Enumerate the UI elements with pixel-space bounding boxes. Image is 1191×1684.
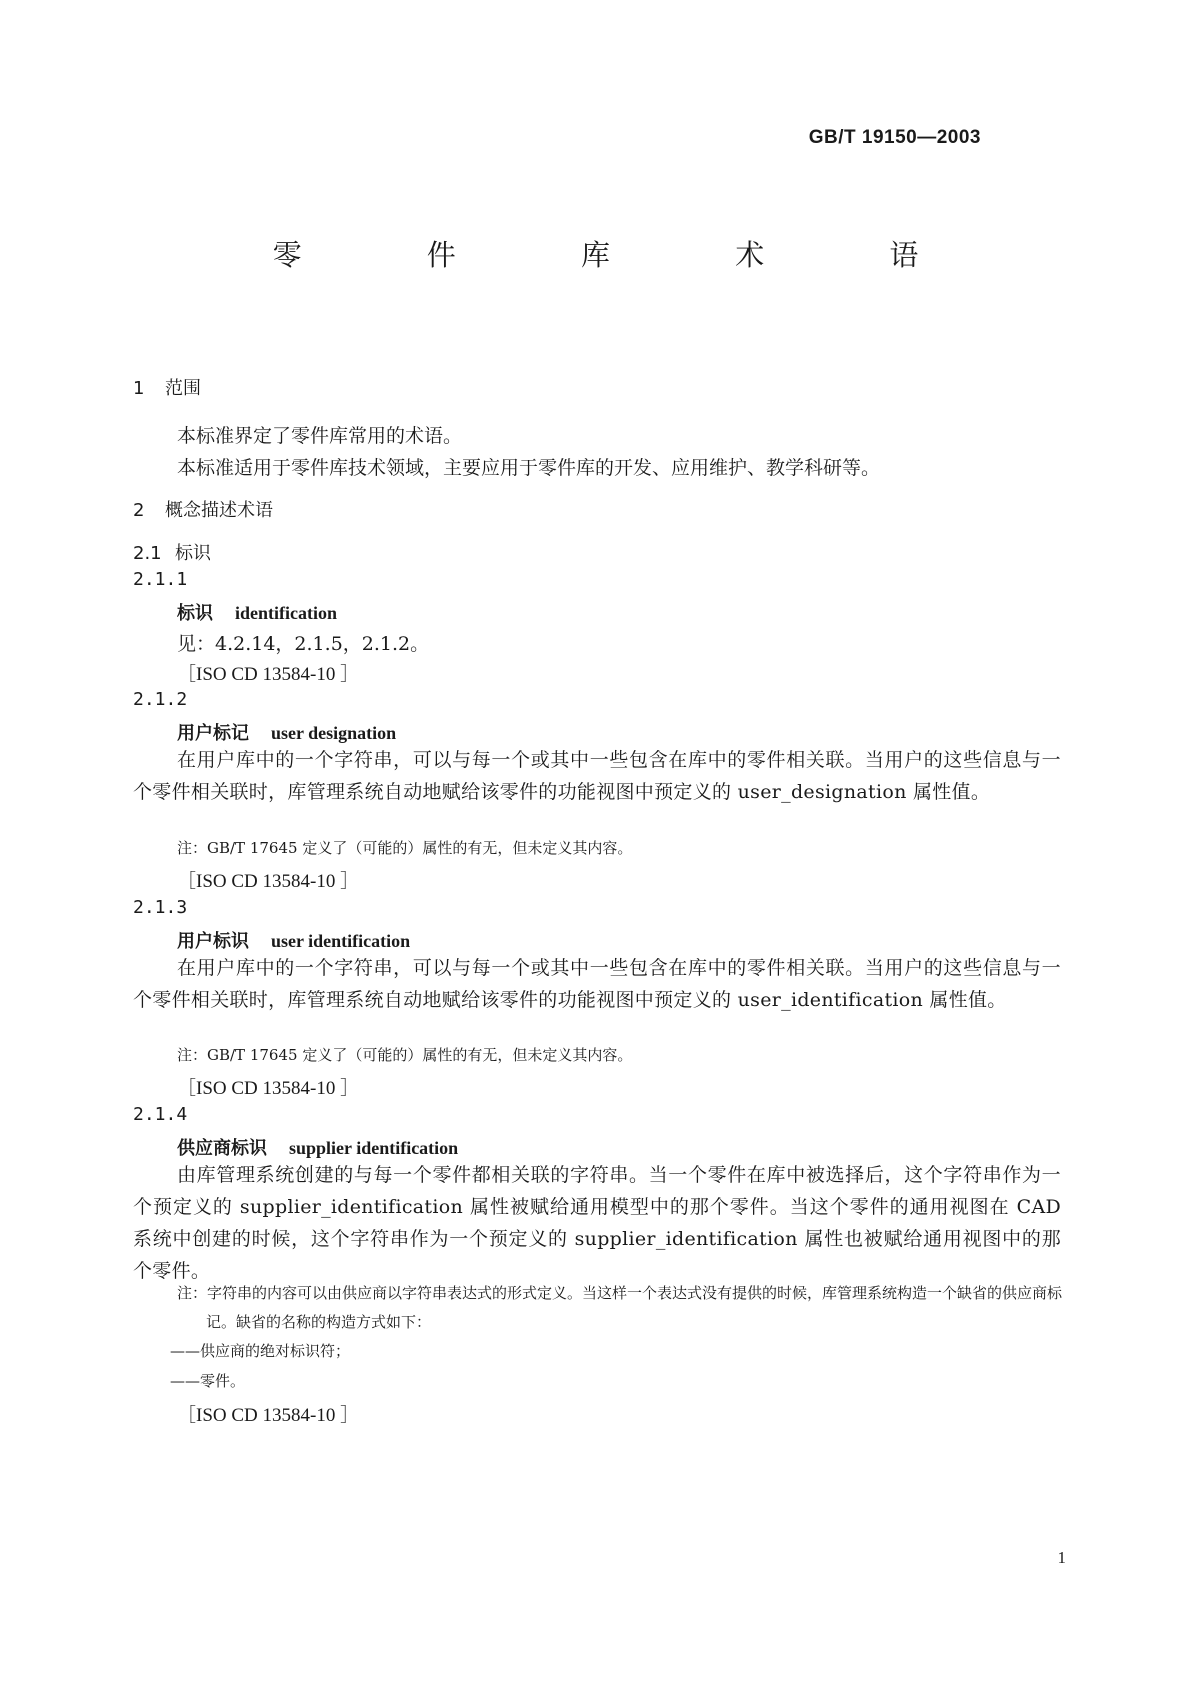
term-en: supplier identification bbox=[289, 1138, 459, 1158]
subsection-2-1-heading bbox=[133, 539, 211, 565]
term-number-2-1-3: 2.1.3 bbox=[133, 897, 188, 918]
term-2-1-4 bbox=[177, 1134, 458, 1160]
term-2-1-2-note: 注：GB/T 17645 定义了（可能的）属性的有无，但未定义其内容。 bbox=[177, 839, 633, 857]
term-number-2-1-1: 2.1.1 bbox=[133, 569, 188, 590]
term-2-1-2-definition: 在用户库中的一个字符串，可以与每一个或其中一些包含在库中的零件相关联。当用户的这些信息与一个零件相关联时，库管理系统自动地赋给该零件的功能视图中预定义的 user_designation 属性值。 bbox=[133, 749, 1061, 803]
page-number: 1 bbox=[1057, 1548, 1066, 1567]
subsection-label: 标识 bbox=[175, 543, 211, 564]
section-number: 2 bbox=[133, 500, 145, 521]
term-zh: 供应商标识 bbox=[177, 1138, 267, 1159]
term-2-1-3-definition: 在用户库中的一个字符串，可以与每一个或其中一些包含在库中的零件相关联。当用户的这些信息与一个零件相关联时，库管理系统自动地赋给该零件的功能视图中预定义的 user_identification 属性值。 bbox=[133, 957, 1061, 1011]
term-2-1-3-note: 注：GB/T 17645 定义了（可能的）属性的有无，但未定义其内容。 bbox=[177, 1046, 633, 1064]
term-2-1-2-reference: ［ISO CD 13584-10 ］ bbox=[177, 871, 360, 892]
term-2-1-1 bbox=[177, 599, 337, 625]
term-2-1-4-reference: ［ISO CD 13584-10 ］ bbox=[177, 1405, 360, 1426]
term-2-1-4-note: 注：字符串的内容可以由供应商以字符串表达式的形式定义。当这样一个表达式没有提供的时候，库管理系统构造一个缺省的供应商标记。缺省的名称的构造方式如下： bbox=[177, 1284, 1063, 1331]
standard-code: GB/T 19150—2003 bbox=[808, 127, 981, 148]
subsection-number: 2.1 bbox=[133, 543, 162, 564]
page-title: 零 件 库 术 语 bbox=[272, 238, 977, 272]
term-2-1-3-reference: ［ISO CD 13584-10 ］ bbox=[177, 1078, 360, 1099]
section-1-heading bbox=[133, 374, 201, 400]
term-en: user identification bbox=[271, 931, 411, 951]
term-number-2-1-4: 2.1.4 bbox=[133, 1104, 188, 1125]
term-zh: 用户标识 bbox=[177, 931, 249, 952]
scope-paragraph-2: 本标准适用于零件库技术领域，主要应用于零件库的开发、应用维护、教学科研等。 bbox=[177, 457, 881, 479]
term-en: user designation bbox=[271, 723, 397, 743]
term-2-1-1-see: 见：4.2.14，2.1.5，2.1.2。 bbox=[177, 633, 430, 655]
term-zh: 标识 bbox=[177, 603, 213, 624]
section-2-heading bbox=[133, 496, 273, 522]
section-number: 1 bbox=[133, 378, 145, 399]
note-list-item: ——供应商的绝对标识符； bbox=[170, 1342, 351, 1360]
note-list-item: ——零件。 bbox=[170, 1372, 246, 1390]
section-label: 范围 bbox=[165, 378, 201, 399]
term-2-1-2 bbox=[177, 719, 396, 745]
scope-paragraph-1: 本标准界定了零件库常用的术语。 bbox=[177, 425, 463, 447]
term-2-1-3 bbox=[177, 927, 410, 953]
term-2-1-1-reference: ［ISO CD 13584-10 ］ bbox=[177, 664, 360, 685]
term-zh: 用户标记 bbox=[177, 723, 249, 744]
term-number-2-1-2: 2.1.2 bbox=[133, 689, 188, 710]
section-label: 概念描述术语 bbox=[165, 500, 273, 521]
term-en: identification bbox=[235, 603, 337, 623]
term-2-1-4-definition: 由库管理系统创建的与每一个零件都相关联的字符串。当一个零件在库中被选择后，这个字符串作为一个预定义的 supplier_identification 属性被赋给通用模型中的那个零件。当这个零件的通用视图在 CAD 系统中创建的时候，这个字符串作为一个预定义的 supplier_identification 属性也被赋给通用视图中的那个零件。 bbox=[133, 1164, 1061, 1282]
